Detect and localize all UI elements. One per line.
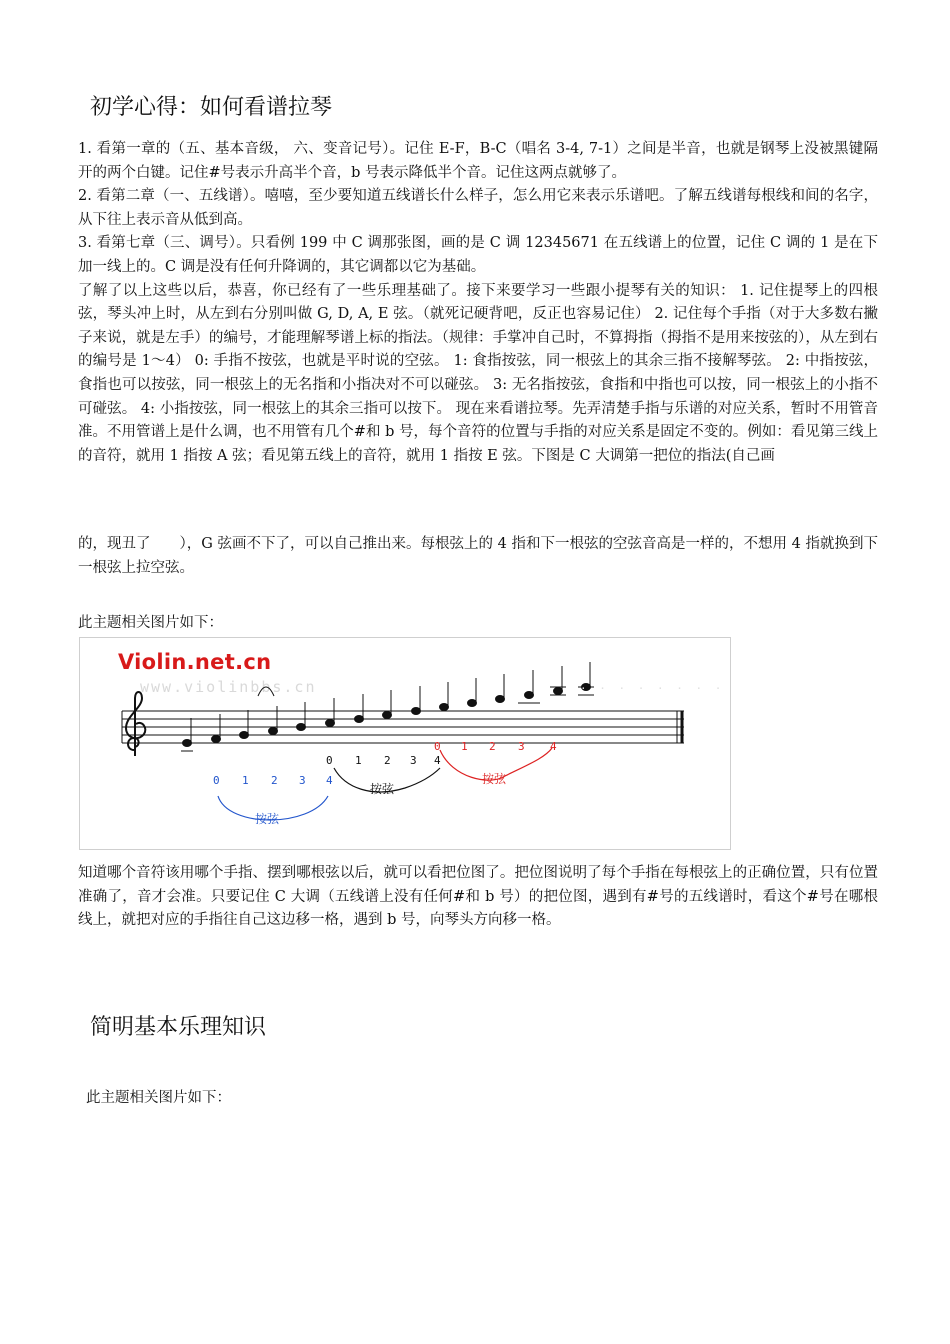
finger-number: 1	[355, 754, 362, 767]
paragraph: 1. 看第一章的（五、基本音级， 六、变音记号）。记住 E-F，B-C（唱名 3-4, 7-1）之间是半音，也就是钢琴上没被黑键隔开的两个白键。记住#号表示升高半个音，b 号表示降低半个音。记住这两点就够了。	[78, 141, 878, 181]
staff-drawing	[80, 638, 730, 849]
press-string-label-blue: 按弦	[255, 812, 280, 826]
image-caption: 此主题相关图片如下：	[78, 615, 223, 631]
fingering-chart-image	[79, 637, 731, 850]
finger-number: 4	[550, 740, 557, 753]
treble-clef-icon	[126, 692, 145, 756]
finger-number: 3	[410, 754, 417, 767]
section-title: 初学心得：如何看谱拉琴	[90, 95, 333, 120]
image-caption: 此主题相关图片如下：	[86, 1090, 231, 1106]
finger-number: 3	[518, 740, 525, 753]
press-string-label-red: 按弦	[482, 772, 507, 786]
notes	[181, 662, 594, 751]
after-figure-text: 知道哪个音符该用哪个手指、摆到哪根弦以后，就可以看把位图了。把位图说明了每个手指在每根弦上的正确位置，只有位置准确了，音才会准。只要记住 C 大调（五线谱上没有任何#和 b 号）的把位图，遇到有#号的五线谱时，看这个#号在哪根线上，就把对应的手指往自己这边移一格，遇到 b 号，向琴头方向移一格。	[78, 865, 878, 929]
press-string-label-black: 按弦	[370, 782, 395, 796]
paragraph: 2. 看第二章（一、五线谱）。嘻嘻，至少要知道五线谱长什么样子，怎么用它来表示乐谱吧。了解五线谱每根线和间的名字，从下往上表示音从低到高。	[78, 188, 878, 228]
body-text	[78, 138, 878, 468]
finger-number: 0	[213, 774, 220, 787]
section-title: 简明基本乐理知识	[90, 1015, 267, 1040]
finger-number: 1	[242, 774, 249, 787]
finger-number: 3	[299, 774, 306, 787]
violin-net-logo: Violin.net.cn	[118, 650, 272, 674]
paragraph-continuation: 的，现丑了 ），G 弦画不下了，可以自己推出来。每根弦上的 4 指和下一根弦的空弦音高是一样的，不想用 4 指就换到下一根弦上拉空弦。	[78, 536, 878, 576]
watermark-dots: · · · · · · · ·	[580, 682, 725, 695]
paragraph: 了解了以上这些以后，恭喜，你已经有了一些乐理基础了。接下来要学习一些跟小提琴有关的知识： 1. 记住提琴上的四根弦，琴头冲上时，从左到右分别叫做 G, D, A, E 弦。（就死记硬背吧，反正也容易记住） 2. 记住每个手指（对于大多数右撇子来说，就是左手）的编号，才能理解琴谱上标的指法。（规律：手掌冲自己时，不算拇指（拇指不是用来按弦的），从左到右的编号是 1～4） 0: 手指不按弦，也就是平时说的空弦。 1: 食指按弦，同一根弦上的其余三指不接解琴弦。 2: 中指按弦，食指也可以按弦，同一根弦上的无名指和小指决对不可以碰弦。 3: 无名指按弦，食指和中指也可以按，同一根弦上的小指不可碰弦。 4: 小指按弦，同一根弦上的其余三指可以按下。 现在来看谱拉琴。先弄清楚手指与乐谱的对应关系，暂时不用管音准。不用管谱上是什么调，也不用管有几个#和 b 号，每个音符的位置与手指的对应关系是固定不变的。例如：看见第三线上的音符，就用 1 指按 A 弦；看见第五线上的音符，就用 1 指按 E 弦。下图是 C 大调第一把位的指法(自己画	[78, 282, 878, 464]
finger-number: 2	[384, 754, 391, 767]
finger-number: 0	[326, 754, 333, 767]
paragraph: 3. 看第七章（三、调号）。只看例 199 中 C 调那张图，画的是 C 调 12345671 在五线谱上的位置，记住 C 调的 1 是在下加一线上的。C 调是没有任何升降调的，其它调都以它为基础。	[78, 235, 878, 275]
finger-number: 4	[326, 774, 333, 787]
finger-number: 0	[434, 740, 441, 753]
watermark: www.violinbbs.cn	[140, 678, 317, 696]
finger-number: 2	[271, 774, 278, 787]
finger-number: 4	[434, 754, 441, 767]
finger-number: 1	[461, 740, 468, 753]
finger-number: 2	[489, 740, 496, 753]
